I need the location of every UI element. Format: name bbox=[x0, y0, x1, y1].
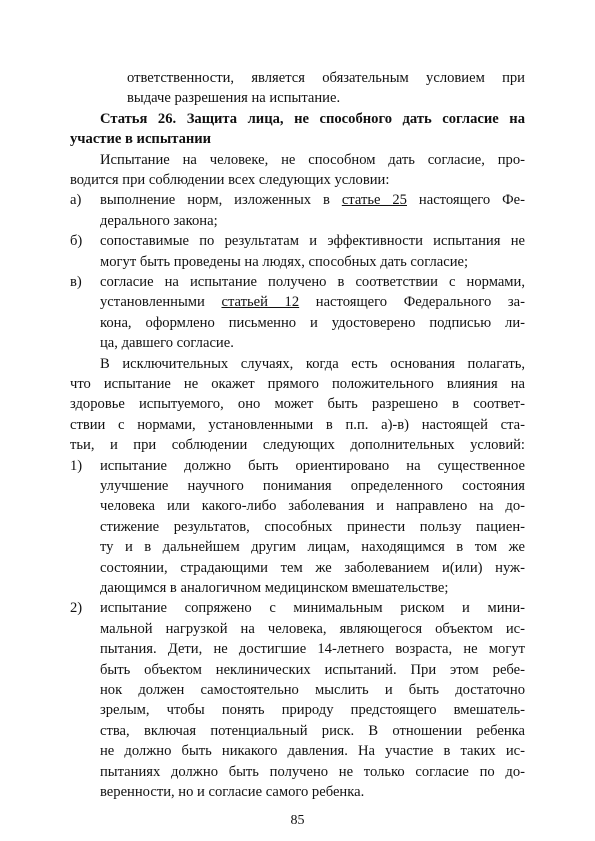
list-marker-1: 1) bbox=[70, 457, 83, 474]
list-item-c-text-end: настоящего Федерального за- bbox=[299, 294, 525, 311]
list-item-c-line-4: ца, давшего согласие. bbox=[100, 335, 234, 352]
list-item-c-line-2 bbox=[100, 292, 525, 312]
list-item-2-line-6: зрелым, чтобы понять природу предстоящего вмешатель- bbox=[100, 702, 525, 719]
list-item-2-line-2: мальной нагрузкой на человека, являющегося объектом ис- bbox=[100, 620, 525, 637]
list-item-2-line-5: нок должен самостоятельно мыслить и быть достаточно bbox=[100, 682, 525, 698]
list-item-c-line-1: согласие на испытание получено в соответствии с нормами, bbox=[100, 274, 525, 290]
list-item-1-line-7: дающимся в аналогичном медицинском вмешательстве; bbox=[100, 580, 449, 596]
list-item-1-line-5: ту и в дальнейшем другим лицам, находящимся в том же bbox=[100, 539, 525, 556]
paragraph-2-line-2: что испытание не окажет прямого положительного влияния на bbox=[70, 376, 525, 392]
list-item-c-line-3: кона, оформлено письменно и удостоверено подписью ли- bbox=[100, 314, 525, 331]
list-item-2-line-10: веренности, но и согласие самого ребенка. bbox=[100, 784, 365, 800]
list-item-b-line-1: сопоставимые по результатам и эффективности испытания не bbox=[100, 233, 525, 250]
list-item-1-line-6: состоянии, страдающими тем же заболеванием и(или) нуж- bbox=[100, 559, 525, 576]
list-marker-2: 2) bbox=[70, 600, 83, 617]
list-item-a-text-end: настоящего Фе- bbox=[406, 192, 526, 209]
list-item-1-line-2: улучшение научного понимания определенного состояния bbox=[100, 478, 525, 494]
paragraph-1-line-2: водится при соблюдении всех следующих условии: bbox=[70, 172, 390, 188]
list-item-b-line-2: могут быть проведены на людях, способных дать согласие; bbox=[100, 253, 469, 270]
list-item-c-text-start: установленными bbox=[100, 294, 222, 311]
article-title-line-1: Статья 26. Защита лица, не способного дать согласие на bbox=[100, 110, 525, 127]
list-item-2-line-9: пытаниях должно быть получено не только согласие по до- bbox=[100, 763, 525, 780]
article-25-link[interactable]: статье 25 bbox=[341, 192, 407, 209]
list-item-2-line-8: не должно быть никакого давления. На участие в таких ис- bbox=[100, 743, 525, 760]
list-item-a-text-start: выполнение норм, изложенных в bbox=[100, 192, 342, 209]
paragraph-2-line-3: здоровье испытуемого, оно может быть разрешено в соответ- bbox=[70, 396, 525, 413]
list-item-2-line-4: быть объектом неклинических испытаний. При этом ребе- bbox=[100, 661, 525, 678]
intro-line-1: ответственности, является обязательным условием при bbox=[127, 70, 525, 86]
paragraph-1-line-1: Испытание на человеке, не способном дать согласие, про- bbox=[100, 151, 525, 168]
intro-line-2: выдаче разрешения на испытание. bbox=[127, 90, 341, 107]
article-title-line-2: участие в испытании bbox=[70, 131, 212, 148]
list-item-1-line-3: человека или какого-либо заболевания и направлено на до- bbox=[100, 498, 525, 515]
list-marker-c: в) bbox=[70, 274, 82, 290]
list-item-1-line-4: стижение результатов, способных принести пользу пациен- bbox=[100, 518, 525, 535]
article-12-link[interactable]: статьей 12 bbox=[221, 294, 300, 311]
list-marker-b: б) bbox=[70, 233, 83, 250]
list-item-1-line-1: испытание должно быть ориентировано на существенное bbox=[100, 457, 525, 474]
paragraph-2-line-5: тьи, и при соблюдении следующих дополнительных условий: bbox=[70, 437, 525, 454]
page-number: 85 bbox=[290, 813, 305, 829]
list-item-a-line-1 bbox=[100, 190, 525, 210]
list-item-2-line-1: испытание сопряжено с минимальным риском и мини- bbox=[100, 600, 525, 617]
list-item-2-line-3: пытания. Дети, не достигшие 14-летнего возраста, не могут bbox=[100, 641, 525, 658]
list-item-2-line-7: ства, включая потенциальный риск. В отношении ребенка bbox=[100, 722, 525, 739]
list-marker-a: а) bbox=[70, 192, 82, 209]
paragraph-2-line-1: В исключительных случаях, когда есть основания полагать, bbox=[100, 355, 525, 372]
paragraph-2-line-4: ствии с нормами, установленными в п.п. а)-в) настоящей ста- bbox=[70, 416, 525, 433]
list-item-a-line-2: дерального закона; bbox=[100, 212, 218, 229]
